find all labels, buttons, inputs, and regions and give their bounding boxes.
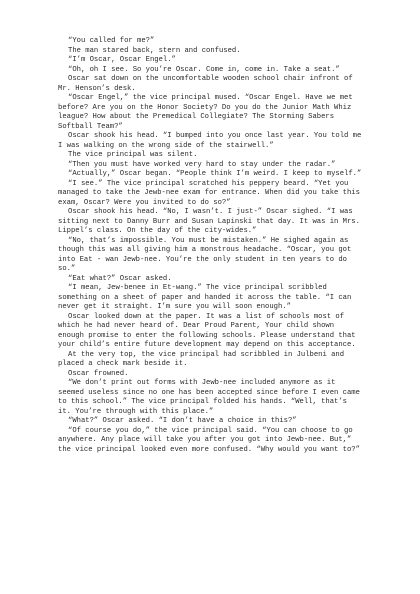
paragraph: The vice principal was silent. [68, 151, 198, 159]
paragraph: “Actually,” Oscar began. “People think I’m weird. I keep to myself.” [68, 170, 362, 178]
paragraph: Oscar shook his head. “No, I wasn’t. I just-” Oscar sighed. “I was sitting next to Danny Burr and Susan Lapinski that day. It was in Mrs. Lippel’s class. On the day of the city-wides.” [58, 208, 360, 235]
paragraph: The man stared back, stern and confused. [68, 46, 241, 55]
paragraph: “Oscar Engel,” the vice principal mused. “Oscar Engel. Have we met before? Are you on the Honor Society? Do you do the Junior Math Whiz league? How about the Premedical Collegiate? The Storming Sabers Softball Team?” [58, 94, 353, 131]
paragraph: Oscar sat down on the uncomfortable wooden school chair infront of Mr. Henson’s desk. [58, 75, 353, 93]
paragraph: “Oh, oh I see. So you’re Oscar. Come in, come in. Take a seat.” [68, 65, 340, 74]
paragraph: “Of course you do,” the vice principal said. “You can choose to go anywhere. Any place will take you after you got into Jewb-nee. But,” the vice principal looked even more confused. “Why would you want to?” [58, 426, 360, 454]
paragraph: Oscar frowned. [68, 369, 129, 378]
paragraph: Oscar shook his head. “I bumped into you once last year. You told me I was walking on the wrong side of the stairwell.” [58, 132, 362, 150]
paragraph: “No, that’s impossible. You must be mistaken.” He sighed again as though this was all giving him a monstrous headache. “Oscar, you got into Eat - wan Jewb-nee. You’re the only student in ten years to do so.” [58, 236, 352, 273]
paragraph: “Eat what?” Oscar asked. [68, 274, 172, 283]
paragraph: “What?” Oscar asked. “I don’t have a choice in this?” [68, 417, 297, 425]
paragraph: “I’m Oscar, Oscar Engel.” [68, 56, 176, 64]
paragraph: At the very top, the vice principal had scribbled in Julbeni and placed a check mark beside it. [58, 350, 345, 368]
paragraph: Oscar looked down at the paper. It was a list of schools most of which he had never heard of. Dear Proud Parent, Your child shown enough promise to enter the following schools. Please understand that your child’s entire future development may depend on this acceptance. [58, 312, 356, 349]
paragraph: “I see.” The vice principal scratched his peppery beard. “Yet you managed to take the Jewb-nee exam for entrance. When did you take this exam, Oscar? Were you invited to do so?” [58, 179, 360, 207]
paragraph: “We don’t print out forms with Jewb-nee included anymore as it seemed useless since no one has been accepted since before I even came to this school.” The vice principal folded his hands. “Well, that’s it. You’re through with this place.” [58, 379, 360, 416]
paragraph: “I mean, Jew-benee in Et-wang.” The vice principal scribbled something on a sheet of paper and handed it across the table. “I can never get it straight. I’m sure you will soon enough.” [58, 284, 352, 311]
paragraph: “Then you must have worked very hard to stay under the radar.” [68, 160, 336, 169]
paragraph: “You called for me?” [68, 37, 155, 45]
